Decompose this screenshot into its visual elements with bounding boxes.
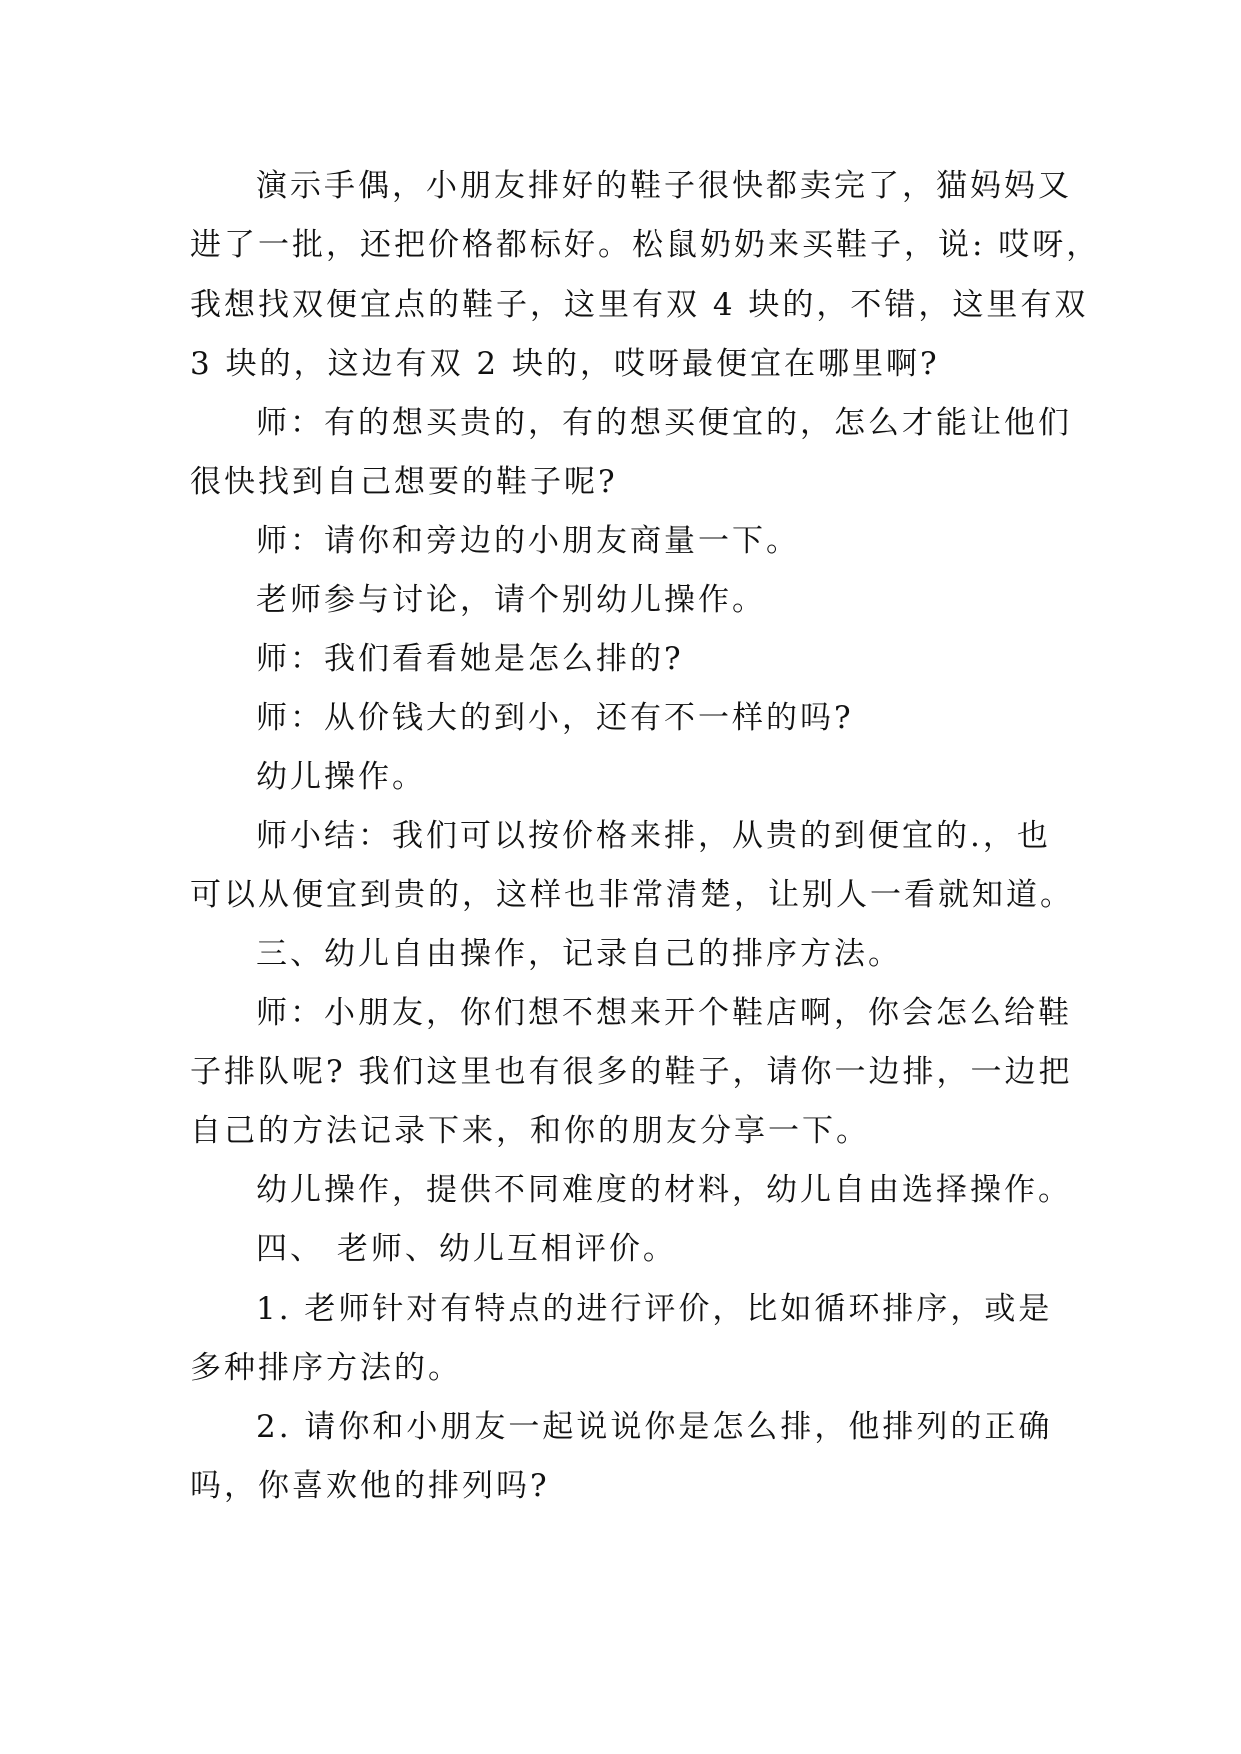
text-line: 子排队呢? 我们这里也有很多的鞋子，请你一边排，一边把 <box>190 1054 1073 1090</box>
text-line: 老师参与讨论，请个别幼儿操作。 <box>256 582 766 618</box>
text-line: 进了一批，还把价格都标好。松鼠奶奶来买鞋子，说: 哎呀， <box>190 227 1101 263</box>
text-line: 2. 请你和小朋友一起说说你是怎么排，他排列的正确 <box>256 1409 1053 1445</box>
text-line: 师小结：我们可以按价格来排，从贵的到便宜的.，也 <box>256 818 1051 854</box>
text-line: 3 块的，这边有双 2 块的，哎呀最便宜在哪里啊? <box>190 346 940 382</box>
text-line: 三、幼儿自由操作，记录自己的排序方法。 <box>256 936 902 972</box>
text-line: 师：从价钱大的到小，还有不一样的吗? <box>256 700 854 736</box>
text-line: 师：小朋友，你们想不想来开个鞋店啊，你会怎么给鞋 <box>256 995 1072 1031</box>
text-line: 师：请你和旁边的小朋友商量一下。 <box>256 523 800 559</box>
text-line: 我想找双便宜点的鞋子，这里有双 4 块的，不错，这里有双 <box>190 287 1089 323</box>
text-line: 自己的方法记录下来，和你的朋友分享一下。 <box>190 1113 870 1149</box>
text-line: 师：有的想买贵的，有的想买便宜的，怎么才能让他们 <box>256 405 1072 441</box>
text-line: 四、 老师、幼儿互相评价。 <box>256 1231 677 1267</box>
text-line: 1. 老师针对有特点的进行评价，比如循环排序，或是 <box>256 1291 1053 1327</box>
text-line: 演示手偶，小朋友排好的鞋子很快都卖完了，猫妈妈又 <box>256 168 1072 204</box>
text-line: 吗，你喜欢他的排列吗? <box>190 1468 550 1504</box>
text-line: 幼儿操作。 <box>256 759 426 795</box>
text-line: 很快找到自己想要的鞋子呢? <box>190 464 618 500</box>
text-line: 多种排序方法的。 <box>190 1350 462 1386</box>
text-line: 可以从便宜到贵的，这样也非常清楚，让别人一看就知道。 <box>190 877 1074 913</box>
text-line: 幼儿操作，提供不同难度的材料，幼儿自由选择操作。 <box>256 1172 1072 1208</box>
text-line: 师：我们看看她是怎么排的? <box>256 641 684 677</box>
